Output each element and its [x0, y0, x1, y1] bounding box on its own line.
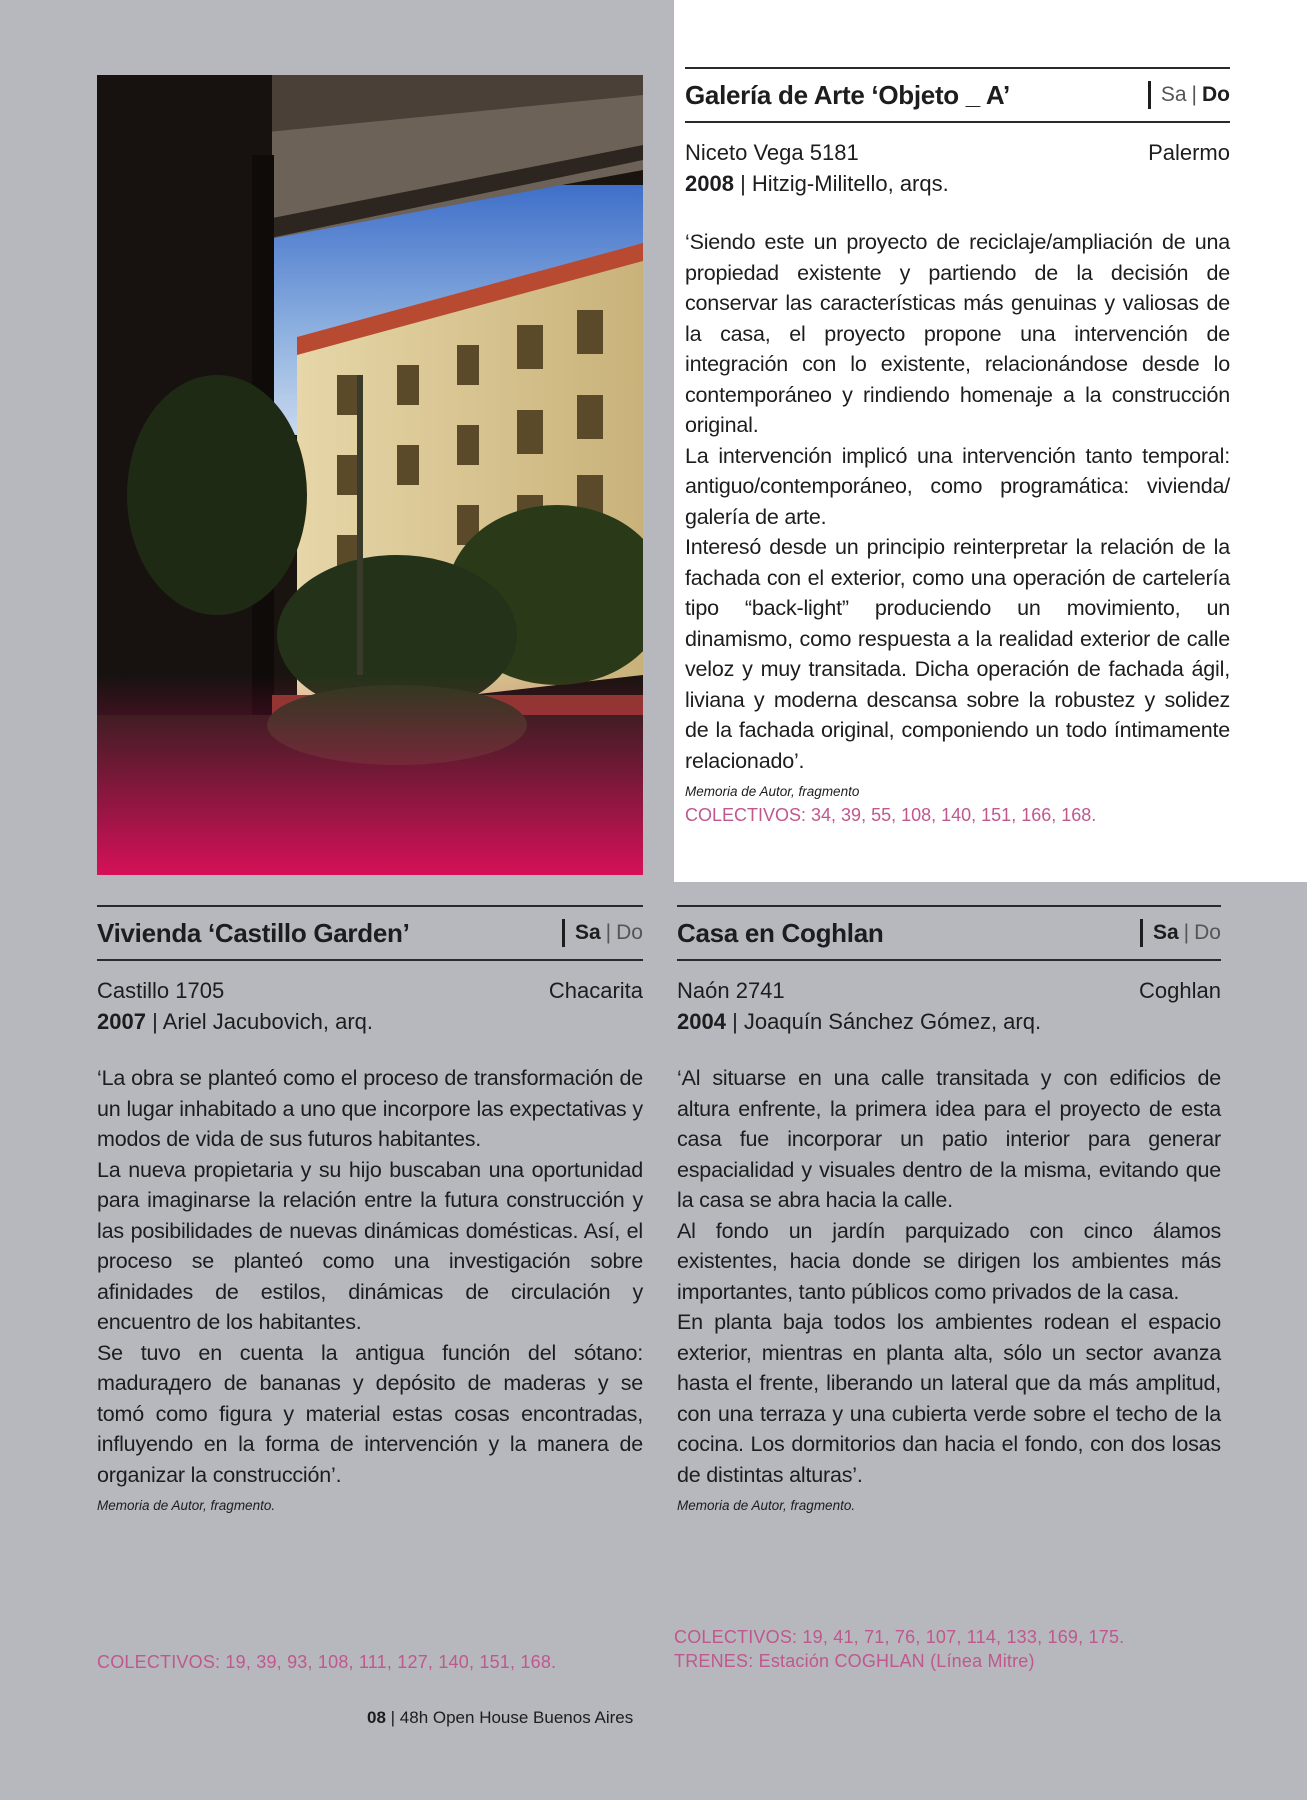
year: 2007	[97, 1009, 146, 1034]
divider-bar	[562, 919, 565, 947]
entry-title: Galería de Arte ‘Objeto _ A’	[685, 79, 1010, 110]
open-days	[1148, 81, 1230, 109]
entry-title: Casa en Coghlan	[677, 917, 884, 948]
building-photo	[97, 75, 643, 875]
day-saturday: Sa	[1160, 83, 1187, 106]
year-architect: 2008 | Hitzig-Militello, arqs.	[685, 171, 949, 196]
day-separator: |	[605, 921, 612, 944]
day-sunday: Do	[616, 921, 643, 944]
divider-bar	[1140, 919, 1143, 947]
paragraph: ‘La obra se planteó como el proceso de transformación de un lugar inhabitado a uno que incorpore las expectativas y modos de vida de sus futuros habitantes.	[97, 1066, 643, 1151]
address-row	[685, 137, 1230, 168]
day-saturday: Sa	[574, 921, 601, 944]
year-architect: 2004 | Joaquín Sánchez Gómez, arq.	[677, 1009, 1042, 1034]
paragraph: ‘Siendo este un proyecto de reciclaje/ampliación de una propiedad existente y partiendo de la decisión de conservar las características más genuinas y valiosas de la casa, el proyecto propone una intervención de integración con lo existente, relacionándose desde lo contemporáneo y rindiendo homenaje a la construcción original.	[685, 230, 1230, 437]
address: Castillo 1705	[97, 978, 225, 1003]
description	[97, 1063, 643, 1490]
year: 2004	[677, 1009, 726, 1034]
address: Naón 2741	[677, 978, 785, 1003]
entry-castillo-garden	[97, 905, 643, 1513]
day-sunday: Do	[1194, 921, 1221, 944]
architect: Hitzig-Militello, arqs.	[751, 171, 949, 196]
address: Niceto Vega 5181	[685, 140, 859, 165]
credit: Memoria de Autor, fragmento.	[677, 1498, 856, 1513]
neighborhood: Palermo	[1148, 140, 1230, 165]
page-number: 08	[367, 1708, 386, 1727]
paragraph: La intervención implicó una intervención tanto temporal: antiguo/contemporáneo, como programática: vivienda/ galería de arte.	[685, 443, 1230, 529]
entry-casa-coghlan	[677, 905, 1221, 1513]
paragraph: Interesó desde un principio reinterpretar la relación de la fachada con el exterior, como una operación de cartelería tipo “back-light” produciendo un movimiento, un dinamismo, como respuesta a la realidad exterior de calle veloz y muy transitada. Dicha operación de fachada ágil, liviana y moderna descansa sobre la robustez y solidez de la fachada original, componiendo un todo íntimamente relacionado’.	[685, 535, 1230, 773]
publication-name: 48h Open House Buenos Aires	[399, 1708, 634, 1727]
credit: Memoria de Autor, fragmento.	[97, 1498, 276, 1513]
year-architect: 2007 | Ariel Jacubovich, arq.	[97, 1009, 374, 1034]
day-separator: |	[1183, 921, 1190, 944]
entry-galeria-objeto-a	[685, 67, 1230, 826]
paragraph: En planta baja todos los ambientes rodean el espacio exterior, mientras en planta alta, sólo un sector avanza hasta el frente, liberando un lateral que da más amplitud, con una terraza y una cubierta verde sobre el techo de la cocina. Los dormitorios dan hacia el fondo, con dos losas de distintas alturas’.	[677, 1310, 1221, 1487]
open-days	[1140, 919, 1221, 947]
address-row	[97, 975, 643, 1006]
day-separator: |	[1191, 83, 1197, 106]
transport-info: COLECTIVOS: 34, 39, 55, 108, 140, 151, 166, 168.	[685, 805, 1097, 825]
credit: Memoria de Autor, fragmento	[685, 784, 860, 799]
description	[677, 1063, 1221, 1490]
paragraph: ‘Al situarse en una calle transitada y con edificios de altura enfrente, la primera idea para el proyecto de esta casa fue incorporar un patio interior para generar espacialidad y visuales dentro de la misma, evitando que la casa se abra hacia la calle.	[677, 1066, 1221, 1212]
entry-title: Vivienda ‘Castillo Garden’	[97, 917, 410, 948]
entry-header	[685, 69, 1230, 123]
divider-bar	[1148, 81, 1151, 109]
year: 2008	[685, 171, 734, 196]
entry-header	[97, 907, 643, 961]
address-row	[677, 975, 1221, 1006]
description	[685, 227, 1230, 776]
transport-info	[674, 1625, 1124, 1673]
entry-header	[677, 907, 1221, 961]
neighborhood: Chacarita	[548, 978, 643, 1003]
bus-lines: COLECTIVOS: 19, 39, 93, 108, 111, 127, 140, 151, 168.	[97, 1652, 557, 1672]
bus-lines: COLECTIVOS: 19, 41, 71, 76, 107, 114, 133, 169, 175.	[674, 1627, 1125, 1647]
paragraph: Al fondo un jardín parquizado con cinco álamos existentes, hacia donde se dirigen los ambientes más importantes, tanto públicos como privados de la casa.	[677, 1218, 1221, 1304]
neighborhood: Coghlan	[1139, 978, 1221, 1003]
train-line: TRENES: Estación COGHLAN (Línea Mitre)	[674, 1651, 1035, 1671]
transport-info	[97, 1650, 556, 1674]
paragraph: La nueva propietaria y su hijo buscaban una oportunidad para imaginarse la relación entre la futura construcción y las posibilidades de nuevas dinámicas domésticas. Así, el proceso se planteó como una investigación sobre afinidades de estilos, dinámicas de circulación y encuentro de los habitantes.	[97, 1157, 643, 1334]
architect: Ariel Jacubovich, arq.	[162, 1009, 374, 1034]
paragraph: Se tuvo en cuenta la antigua función del sótano: madurадero de bananas y depósito de maderas y se tomó como figura y material estas cosas encontradas, influyendo en la forma de intervención y la manera de organizar la construcción’.	[97, 1340, 643, 1487]
architect: Joaquín Sánchez Gómez, arq.	[743, 1009, 1042, 1034]
page-footer: 08 | 48h Open House Buenos Aires	[367, 1708, 634, 1727]
open-days	[562, 919, 643, 947]
day-sunday: Do	[1202, 83, 1230, 106]
day-saturday: Sa	[1152, 921, 1179, 944]
